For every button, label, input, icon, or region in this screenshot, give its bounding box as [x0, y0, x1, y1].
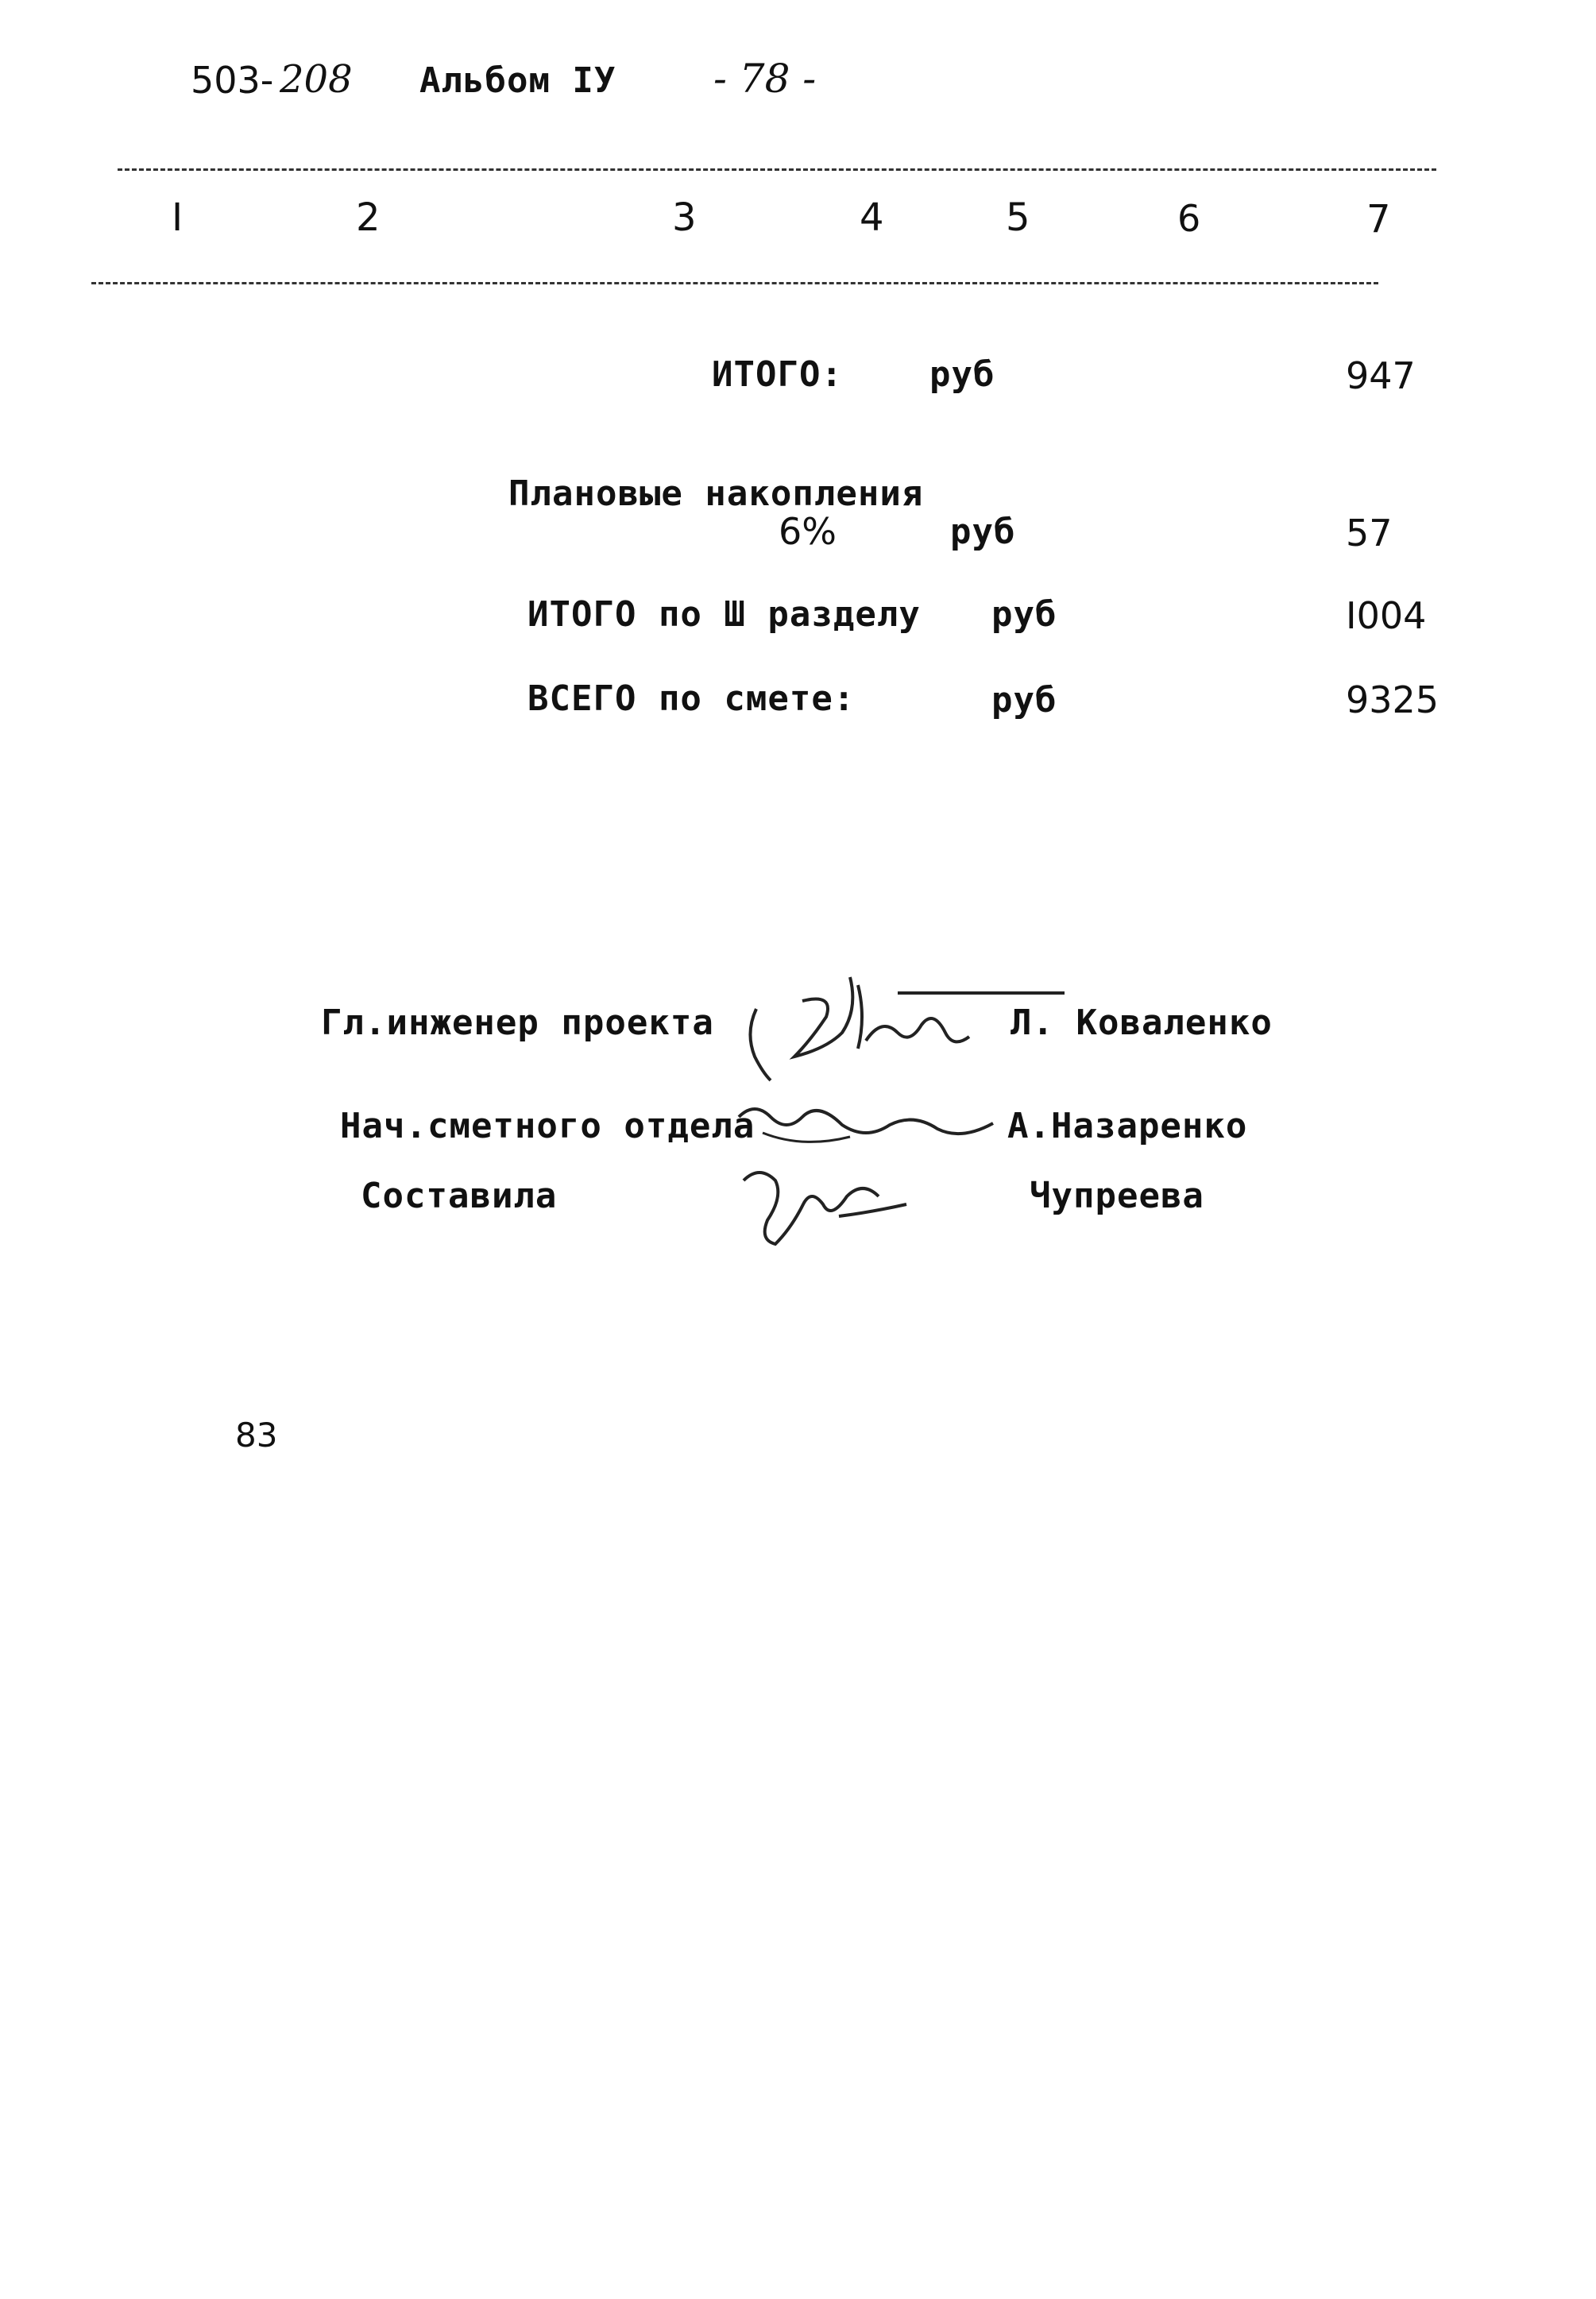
- column-number-4: 4: [860, 195, 884, 240]
- album-label: Альбом IУ: [419, 60, 616, 101]
- signer-1-name: Л. Коваленко: [1011, 1003, 1273, 1043]
- column-number-7: 7: [1366, 197, 1391, 241]
- accumulations-unit: руб: [950, 512, 1016, 552]
- doc-number-handwritten: 208: [280, 57, 353, 102]
- itogo-label: ИТОГО:: [712, 354, 843, 395]
- column-number-5: 5: [1006, 195, 1030, 240]
- table-bottom-rule: [91, 282, 1378, 284]
- column-number-6: 6: [1177, 197, 1201, 240]
- column-number-2: 2: [356, 195, 381, 240]
- accumulations-percent: 6%: [779, 510, 837, 553]
- section-total-label: ИТОГО по Ш разделу: [527, 594, 921, 635]
- signer-3-title: Составила: [361, 1176, 558, 1216]
- section-total-value: I004: [1346, 594, 1427, 637]
- accumulations-value: 57: [1346, 512, 1393, 554]
- signer-3-name: Чупреева: [1030, 1176, 1204, 1216]
- signature-3-scribble: [728, 1149, 918, 1252]
- page-number: 83: [235, 1416, 278, 1455]
- grand-total-unit: руб: [991, 680, 1057, 721]
- column-number-1: I: [172, 195, 184, 240]
- signer-1-title: Гл.инженер проекта: [321, 1003, 714, 1043]
- column-number-3: 3: [672, 195, 697, 240]
- table-top-rule: [118, 168, 1436, 171]
- signer-2-title: Нач.сметного отдела: [340, 1106, 755, 1146]
- itogo-value: 947: [1346, 354, 1416, 397]
- signature-2-scribble: [731, 1093, 1017, 1157]
- grand-total-value: 9325: [1346, 678, 1439, 721]
- itogo-unit: руб: [929, 354, 995, 395]
- signer-2-name: А.Назаренко: [1007, 1106, 1248, 1146]
- accumulations-label: Плановые накопления: [508, 473, 924, 514]
- doc-number-printed: 503-: [191, 59, 274, 102]
- page-mark: - 78 -: [713, 56, 817, 102]
- grand-total-label: ВСЕГО по смете:: [527, 678, 856, 719]
- section-total-unit: руб: [991, 594, 1057, 635]
